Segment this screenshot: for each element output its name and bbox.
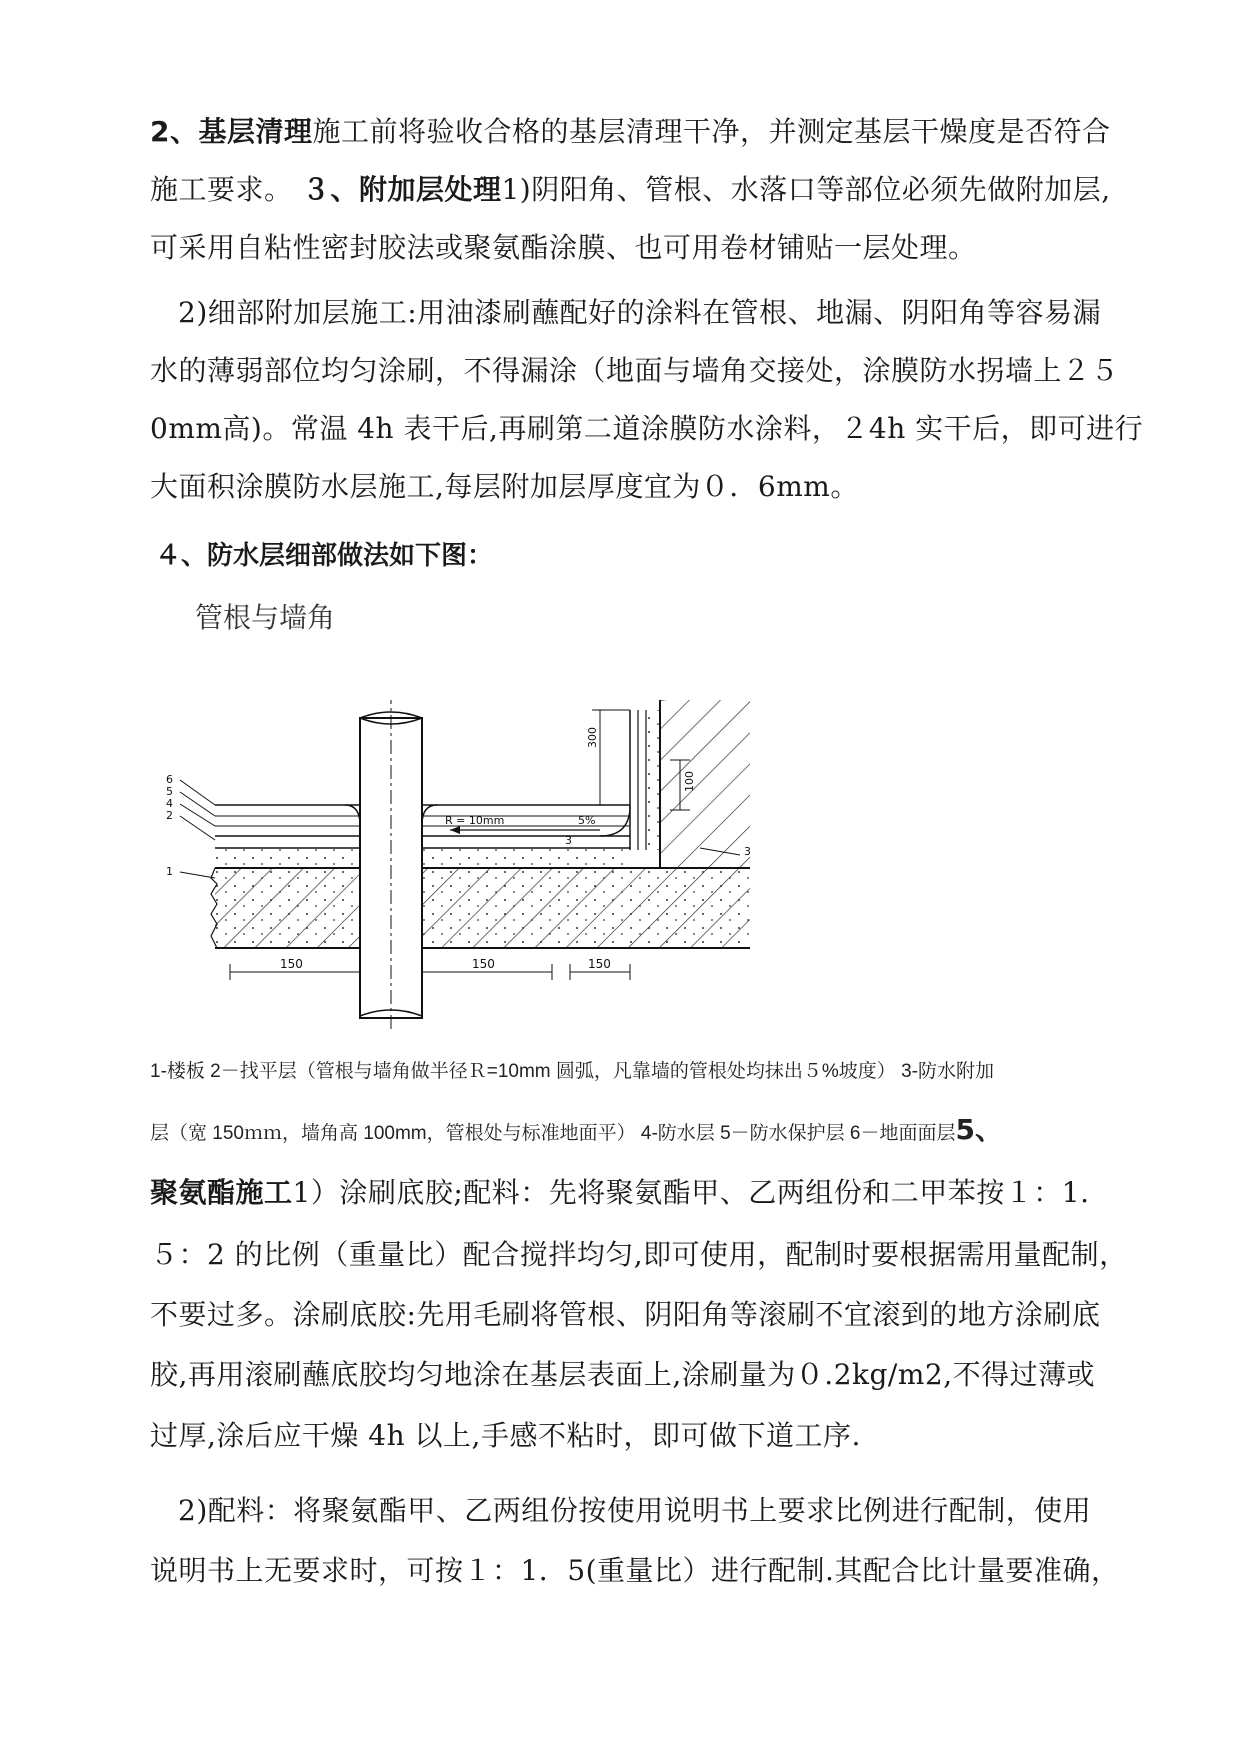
sec5-line1: [150, 1175, 1110, 1211]
sec3-line3: 可采用自粘性密封胶法或聚氨酯涂膜、也可用卷材铺贴一层处理。: [150, 231, 977, 264]
sec3-text: 1)阴阳角、管根、水落口等部位必须先做附加层,: [501, 173, 1111, 206]
sec2-number: 2、: [150, 115, 199, 148]
sec5-line4: 胶,再用滚刷蘸底胶均匀地涂在基层表面上,涂刷量为０.2kg/m2,不得过薄或: [150, 1358, 1096, 1391]
sec5-line2: ５：2 的比例（重量比）配合搅拌均匀,即可使用，配制时要根据需用量配制，: [150, 1238, 1128, 1271]
para-last-line1: 2)配料：将聚氨酯甲、乙两组份按使用说明书上要求比例进行配制，使用: [178, 1494, 1092, 1527]
caption-line2-text: 层（宽 150ｍｍ，墙角高 100mm，管根处与标准地面平） 4-防水层 5－防水保护层 6－地面面层: [150, 1123, 956, 1144]
dim-150-left: 150: [280, 957, 303, 971]
label-layer-3-wall: 3: [744, 845, 751, 858]
section4-heading: ４、防水层细部做法如下图：: [155, 541, 494, 571]
para2-line3: 0mm高)。常温 4h 表干后,再刷第二道涂膜防水涂料，２4h 实干后，即可进行: [150, 412, 1144, 445]
dim-300-label: 300: [586, 727, 599, 748]
pipe: [360, 700, 422, 1030]
label-layer-3: 3: [565, 834, 572, 847]
floor-slab: [211, 868, 750, 948]
dim-100-label: 100: [683, 771, 696, 792]
label-layer-4: 4: [166, 797, 173, 810]
figure-caption-line2: [150, 1113, 1130, 1148]
sec2-line2: [150, 172, 1110, 208]
sec5-number: 5、: [955, 1113, 1003, 1146]
dim-150-right: 150: [588, 957, 611, 971]
sec5-line3: 不要过多。涂刷底胶:先用毛刷将管根、阴阳角等滚刷不宜滚到的地方涂刷底: [150, 1298, 1101, 1331]
figure-caption-line1: 1-楼板 2－找平层（管根与墙角做半径Ｒ=10mm 圆弧，凡靠墙的管根处均抹出５%坡度） 3-防水附加: [150, 1061, 994, 1082]
sec2-title: 基层清理: [198, 115, 313, 148]
para-last-line2: 说明书上无要求时，可按１：1．5(重量比）进行配制.其配合比计量要准确，: [150, 1554, 1120, 1587]
sec2-text: 施工前将验收合格的基层清理干净，并测定基层干燥度是否符合: [312, 115, 1111, 148]
sec2-text-2: 施工要求。: [150, 173, 293, 206]
label-layer-1: 1: [166, 865, 173, 878]
sec5-text: 1）涂刷底胶;配料：先将聚氨酯甲、乙两组份和二甲苯按１：1.: [292, 1176, 1090, 1209]
label-layer-6: 6: [166, 773, 173, 786]
label-slope: 5%: [578, 814, 596, 827]
label-radius: R = 10mm: [445, 814, 505, 827]
sec3-number: ３、: [301, 173, 359, 206]
sec2-line1: [150, 114, 1110, 150]
label-layer-2: 2: [166, 809, 173, 822]
pipe-wall-detail-figure: [160, 700, 880, 1030]
para2-line4: 大面积涂膜防水层施工,每层附加层厚度宜为０．6mm。: [150, 470, 859, 503]
dimension-300: [586, 710, 630, 805]
para2-line2: 水的薄弱部位均匀涂刷，不得漏涂（地面与墙角交接处，涂膜防水拐墙上２５: [150, 354, 1120, 387]
sec5-title: 聚氨酯施工: [150, 1176, 293, 1209]
dim-150-middle: 150: [472, 957, 495, 971]
sec5-line5: 过厚,涂后应干燥 4h 以上,手感不粘时，即可做下道工序.: [150, 1419, 861, 1452]
label-layer-5: 5: [166, 785, 173, 798]
figure-title: 管根与墙角: [195, 601, 336, 634]
sec3-title: 附加层处理: [358, 173, 502, 206]
para2-line1: 2)细部附加层施工:用油漆刷蘸配好的涂料在管根、地漏、阴阳角等容易漏: [178, 296, 1102, 329]
